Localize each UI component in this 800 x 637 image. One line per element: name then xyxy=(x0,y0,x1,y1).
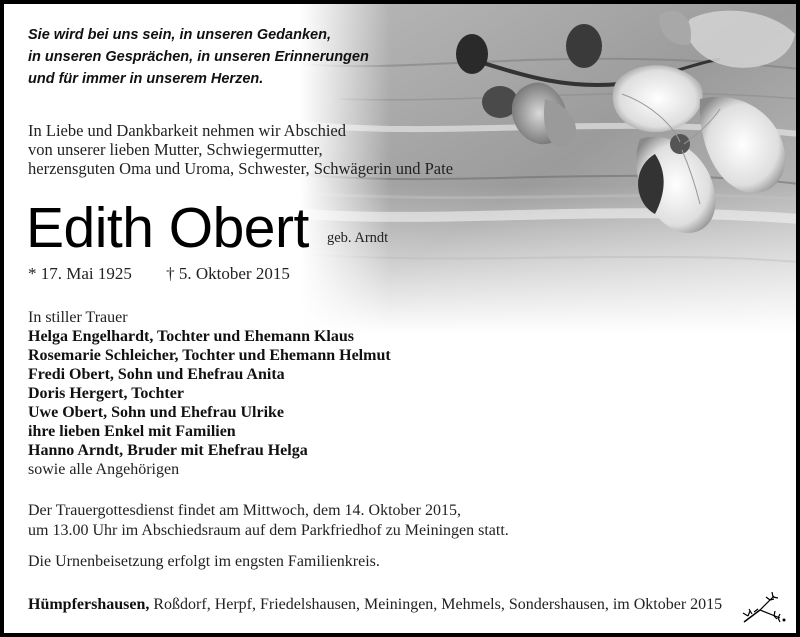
quote-line: in unseren Gesprächen, in unseren Erinnerungen xyxy=(28,49,369,65)
intro-line: In Liebe und Dankbarkeit nehmen wir Abschied xyxy=(28,121,346,140)
deceased-name: Edith Obert xyxy=(26,196,309,260)
mourner-entry: Rosemarie Schleicher, Tochter und Ehemann Helmut xyxy=(28,347,391,364)
death-date: † 5. Oktober 2015 xyxy=(166,264,290,283)
quote-line: Sie wird bei uns sein, in unseren Gedanken, xyxy=(28,27,331,43)
service-line: Der Trauergottesdienst findet am Mittwoch, dem 14. Oktober 2015, xyxy=(28,502,461,519)
birth-date: * 17. Mai 1925 xyxy=(28,264,132,283)
farewell-intro xyxy=(28,121,453,178)
intro-line: von unserer lieben Mutter, Schwiegermutter, xyxy=(28,140,323,159)
quote-verse xyxy=(28,24,369,90)
other-places: Roßdorf, Herpf, Friedelshausen, Meiningen, Mehmels, Sondershausen, im Oktober 2015 xyxy=(149,596,723,613)
mourner-entry: Helga Engelhardt, Tochter und Ehemann Klaus xyxy=(28,328,354,345)
service-line: um 13.00 Uhr im Abschiedsraum auf dem Parkfriedhof zu Meiningen statt. xyxy=(28,522,509,539)
birth-name: geb. Arndt xyxy=(327,230,389,246)
mourners-heading: In stiller Trauer xyxy=(28,309,128,326)
mourner-entry: ihre lieben Enkel mit Familien xyxy=(28,423,236,440)
quote-line: und für immer in unserem Herzen. xyxy=(28,71,264,87)
service-info xyxy=(28,501,509,541)
mourner-entry: Uwe Obert, Sohn und Ehefrau Ulrike xyxy=(28,404,285,421)
mourners-closing: sowie alle Angehörigen xyxy=(28,461,180,478)
intro-line: herzensguten Oma und Uroma, Schwester, Schwägerin und Pate xyxy=(28,159,454,178)
mourners-list xyxy=(28,308,391,479)
mourner-entry: Doris Hergert, Tochter xyxy=(28,385,184,402)
leaf-ornament-icon xyxy=(740,588,790,628)
main-place: Hümpfershausen, xyxy=(28,596,150,613)
places-and-date xyxy=(28,596,722,614)
mourner-entry: Fredi Obert, Sohn und Ehefrau Anita xyxy=(28,366,285,383)
urn-burial-info: Die Urnenbeisetzung erfolgt im engsten Familienkreis. xyxy=(28,553,380,570)
life-dates xyxy=(28,264,290,284)
mourner-entry: Hanno Arndt, Bruder mit Ehefrau Helga xyxy=(28,442,308,459)
